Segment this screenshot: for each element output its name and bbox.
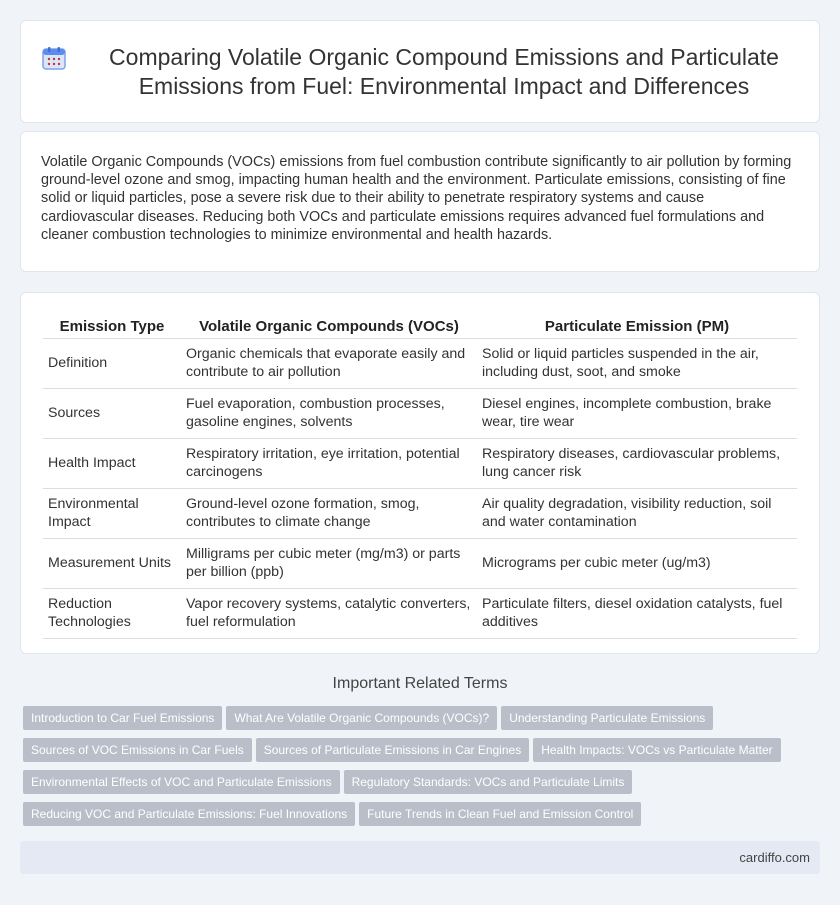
table-row (43, 389, 797, 439)
related-term-tag[interactable]: Understanding Particulate Emissions (501, 706, 713, 730)
related-term-tag[interactable]: Regulatory Standards: VOCs and Particulate Limits (344, 770, 633, 794)
table-row (43, 339, 797, 389)
table-cell: Respiratory irritation, eye irritation, potential carcinogens (181, 439, 477, 489)
related-term-tag[interactable]: Sources of Particulate Emissions in Car Engines (256, 738, 529, 762)
table-row (43, 539, 797, 589)
table-cell: Particulate filters, diesel oxidation catalysts, fuel additives (477, 589, 797, 639)
column-header: Volatile Organic Compounds (VOCs) (181, 311, 477, 339)
related-terms-section (0, 675, 840, 708)
related-term-tag[interactable]: Sources of VOC Emissions in Car Fuels (23, 738, 252, 762)
table-cell: Organic chemicals that evaporate easily and contribute to air pollution (181, 339, 477, 389)
related-term-tag[interactable]: Introduction to Car Fuel Emissions (23, 706, 222, 730)
footer-site-link[interactable]: cardiffo.com (739, 850, 810, 865)
row-label: Reduction Technologies (43, 589, 181, 639)
row-label: Sources (43, 389, 181, 439)
table-cell: Solid or liquid particles suspended in the air, including dust, soot, and smoke (477, 339, 797, 389)
table-cell: Milligrams per cubic meter (mg/m3) or parts per billion (ppb) (181, 539, 477, 589)
comparison-table (43, 311, 797, 639)
table-cell: Air quality degradation, visibility reduction, soil and water contamination (477, 489, 797, 539)
intro-card (20, 131, 820, 272)
table-cell: Ground-level ozone formation, smog, contributes to climate change (181, 489, 477, 539)
table-cell: Respiratory diseases, cardiovascular problems, lung cancer risk (477, 439, 797, 489)
intro-text: Volatile Organic Compounds (VOCs) emissions from fuel combustion contribute significantly to air pollution by forming ground-level ozone and smog, impacting human health and the environment. Particulate emissions, consisting of fine solid or liquid particles, pose a severe risk due to their ability to penetrate respiratory systems and cause cardiovascular diseases. Reducing both VOCs and particulate emissions requires advanced fuel formulations and cleaner combustion technologies to minimize environmental and health hazards. (41, 154, 792, 243)
row-label: Measurement Units (43, 539, 181, 589)
calendar-icon (41, 45, 67, 71)
row-label: Health Impact (43, 439, 181, 489)
table-cell: Micrograms per cubic meter (ug/m3) (477, 539, 797, 589)
row-label: Environmental Impact (43, 489, 181, 539)
table-row (43, 439, 797, 489)
row-label: Definition (43, 339, 181, 389)
page-title: Comparing Volatile Organic Compound Emissions and Particulate Emissions from Fuel: Environmental Impact and Differences (109, 43, 779, 99)
related-terms-heading: Important Related Terms (332, 675, 508, 692)
comparison-table-card (20, 292, 820, 654)
related-term-tag[interactable]: Reducing VOC and Particulate Emissions: Fuel Innovations (23, 802, 355, 826)
column-header: Particulate Emission (PM) (477, 311, 797, 339)
table-cell: Vapor recovery systems, catalytic converters, fuel reformulation (181, 589, 477, 639)
table-cell: Fuel evaporation, combustion processes, gasoline engines, solvents (181, 389, 477, 439)
table-header-row (43, 311, 797, 339)
table-row (43, 589, 797, 639)
table-row (43, 489, 797, 539)
related-terms-tags (23, 706, 823, 834)
related-term-tag[interactable]: Health Impacts: VOCs vs Particulate Matter (533, 738, 780, 762)
related-term-tag[interactable]: Environmental Effects of VOC and Particulate Emissions (23, 770, 340, 794)
related-term-tag[interactable]: What Are Volatile Organic Compounds (VOCs)? (226, 706, 497, 730)
table-cell: Diesel engines, incomplete combustion, brake wear, tire wear (477, 389, 797, 439)
related-term-tag[interactable]: Future Trends in Clean Fuel and Emission Control (359, 802, 641, 826)
footer (20, 841, 820, 874)
column-header: Emission Type (43, 311, 181, 339)
header-card (20, 20, 820, 123)
